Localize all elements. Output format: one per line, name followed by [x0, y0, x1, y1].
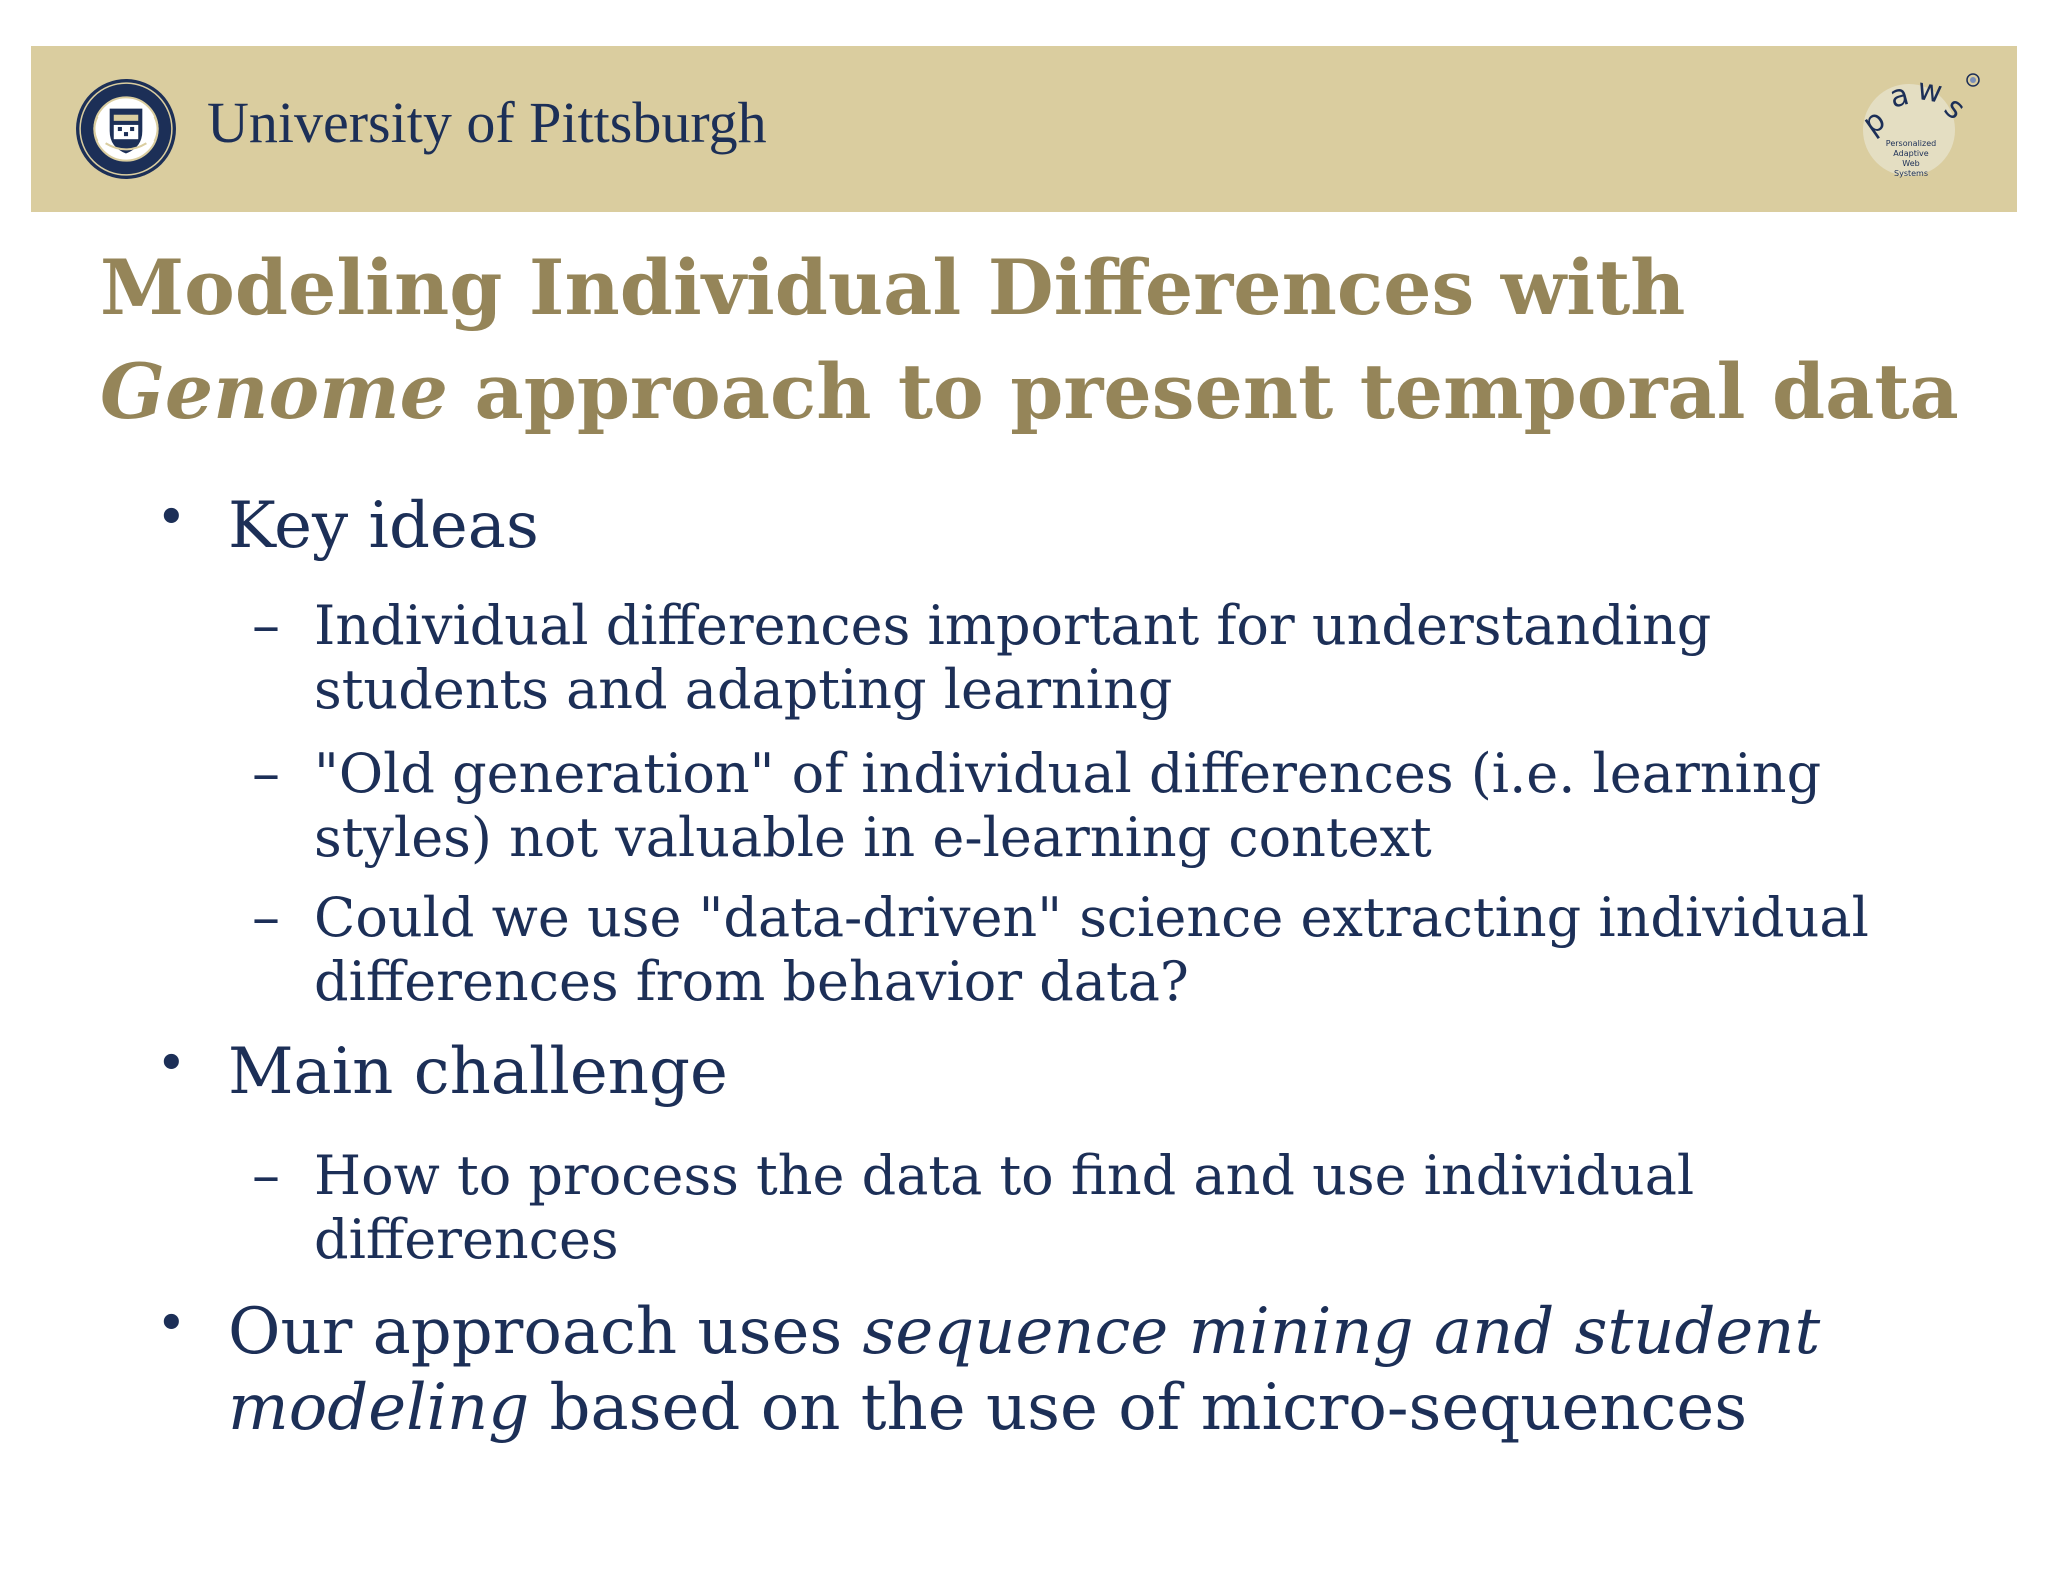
- sub-bullet-line: differences from behavior data?: [314, 950, 1189, 1013]
- sub-bullet-line: students and adapting learning: [314, 658, 1173, 721]
- sub-bullet-individual-differences: [252, 593, 1712, 722]
- sub-bullet-process-data: [252, 1143, 1695, 1272]
- paws-logo-letter-p: p: [1856, 102, 1893, 143]
- svg-text:Adaptive: Adaptive: [1893, 149, 1929, 158]
- sub-bullet-line: Individual differences important for understanding: [314, 594, 1712, 657]
- slide-title-line2: approach to present temporal data: [447, 347, 1959, 436]
- bullet-text: Main challenge: [228, 1035, 728, 1109]
- svg-text:Systems: Systems: [1894, 169, 1928, 178]
- svg-text:Web: Web: [1902, 159, 1920, 168]
- bullet-dot-icon: •: [156, 488, 187, 548]
- dash-icon: –: [252, 741, 280, 806]
- svg-text:Personalized: Personalized: [1885, 139, 1937, 148]
- bullet-text: based on the use of micro-sequences: [529, 1371, 1748, 1445]
- paws-logo-letter-a: a: [1885, 77, 1913, 116]
- bullet-text-italic: sequence mining and student: [862, 1295, 1821, 1369]
- sub-bullet-old-generation: [252, 741, 1822, 870]
- paws-logo-letter-w: w: [1914, 71, 1945, 111]
- dash-icon: –: [252, 1143, 280, 1208]
- bullet-our-approach: [156, 1294, 1821, 1446]
- sub-bullet-data-driven: [252, 885, 1869, 1014]
- sub-bullet-line: styles) not valuable in e-learning context: [314, 806, 1432, 869]
- paws-logo-letter-s: s: [1937, 90, 1972, 127]
- bullet-text-italic: modeling: [228, 1371, 530, 1445]
- university-name: University of Pittsburgh: [207, 90, 767, 155]
- bullet-key-ideas: [156, 488, 539, 564]
- slide-title-line1: Modeling Individual Differences with: [100, 243, 1686, 332]
- bullet-dot-icon: •: [156, 1034, 187, 1094]
- bullet-main-challenge: [156, 1034, 728, 1110]
- bullet-text: Key ideas: [228, 489, 539, 563]
- dash-icon: –: [252, 593, 280, 658]
- sub-bullet-line: Could we use "data-driven" science extracting individual: [314, 886, 1869, 949]
- sub-bullet-line: "Old generation" of individual differences (i.e. learning: [314, 742, 1822, 805]
- bullet-dot-icon: •: [156, 1294, 187, 1354]
- bullet-text: Our approach uses: [228, 1295, 863, 1369]
- sub-bullet-line: How to process the data to find and use individual: [314, 1144, 1695, 1207]
- slide-title-genome: Genome: [100, 347, 448, 436]
- sub-bullet-line: differences: [314, 1208, 619, 1271]
- dash-icon: –: [252, 885, 280, 950]
